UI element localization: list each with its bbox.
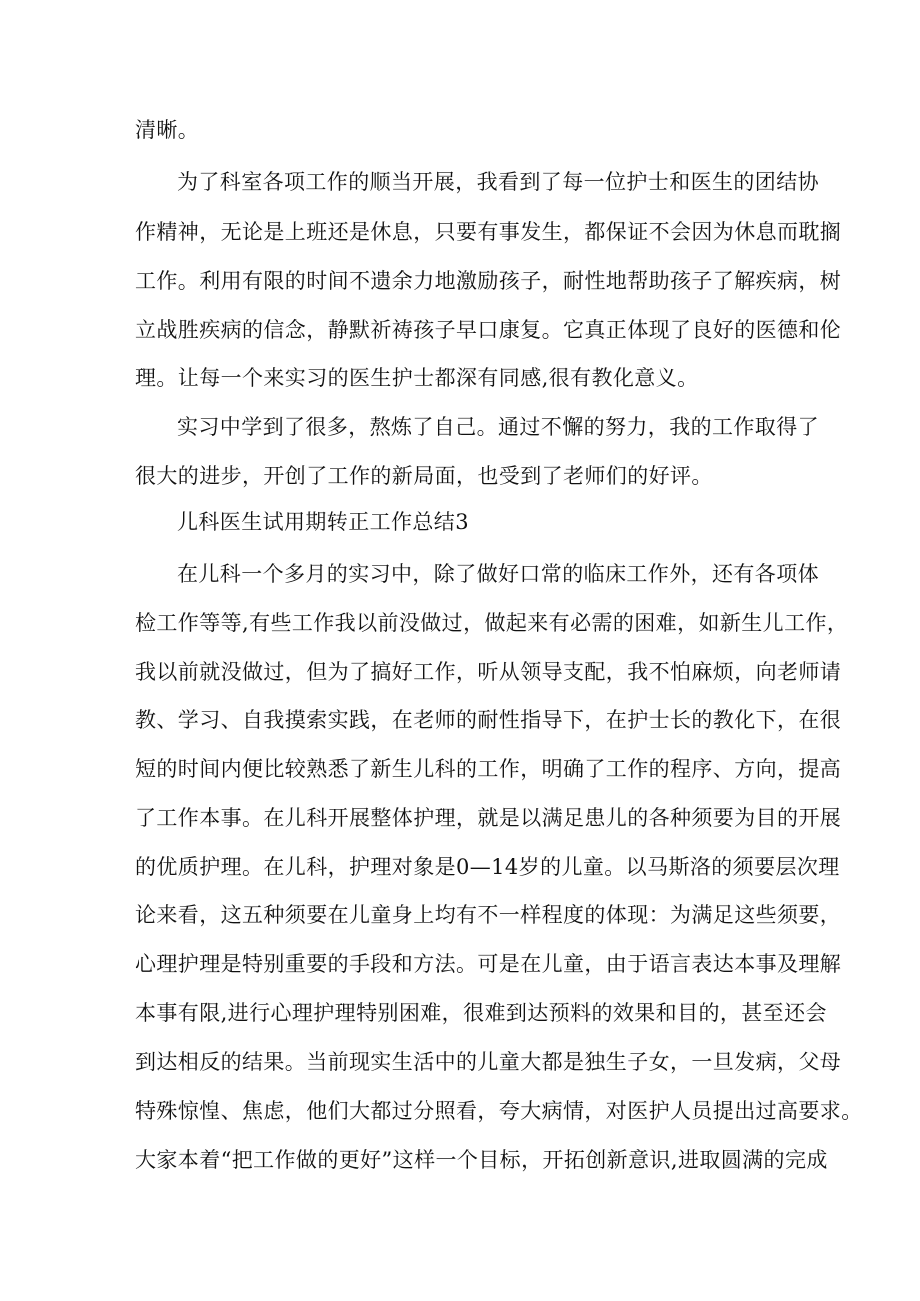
text-line: 到达相反的结果。当前现实生活中的儿童大都是独生子女，一旦发病，父母: [135, 1050, 842, 1074]
text-line: 立战胜疾病的信念，静默祈祷孩子早口康复。它真正体现了良好的医德和伦: [135, 318, 842, 342]
text-line: 很大的进步，开创了工作的新局面，也受到了老师们的好评。: [135, 464, 713, 488]
text-line: 大家本着“把工作做的更好”这样一个目标，开拓创新意识,进取圆满的完成: [135, 1148, 828, 1172]
text-line: 清晰。: [135, 118, 200, 142]
text-line: 为了科室各项工作的顺当开展，我看到了每一位护士和医生的团结协: [177, 170, 819, 194]
text-line: 本事有限,进行心理护理特别困难，很难到达预料的效果和目的，甚至还会: [135, 1001, 827, 1025]
text-line: 了工作本事。在儿科开展整体护理，就是以满足患儿的各种须要为目的开展: [135, 806, 842, 830]
text-line: 检工作等等,有些工作我以前没做过，做起来有必需的困难，如新生儿工作，: [135, 611, 849, 635]
text-line: 教、学习、自我摸索实践，在老师的耐性指导下，在护士长的教化下，在很: [135, 708, 842, 732]
text-line: 短的时间内便比较熟悉了新生儿科的工作，明确了工作的程序、方向，提高: [135, 757, 842, 781]
text-line: 心理护理是特别重要的手段和方法。可是在儿童，由于语言表达本事及理解: [135, 952, 842, 976]
text-line: 理。让每一个来实习的医生护士都深有同感,很有教化意义。: [135, 366, 699, 390]
section-heading: 儿科医生试用期转正工作总结3: [177, 510, 469, 534]
text-line: 的优质护理。在儿科，护理对象是0—14岁的儿童。以马斯洛的须要层次理: [135, 855, 840, 879]
text-line: 实习中学到了很多，熬炼了自己。通过不懈的努力，我的工作取得了: [177, 415, 819, 439]
text-line: 在儿科一个多月的实习中，除了做好口常的临床工作外，还有各项体: [177, 562, 819, 586]
text-line: 我以前就没做过，但为了搞好工作，听从领导支配，我不怕麻烦，向老师请: [135, 660, 842, 684]
text-line: 工作。利用有限的时间不遗余力地激励孩子，耐性地帮助孩子了解疾病，树: [135, 269, 842, 293]
text-line: 论来看，这五种须要在儿童身上均有不一样程度的体现：为满足这些须要，: [135, 903, 842, 927]
text-line: 作精神，无论是上班还是休息，只要有事发生，都保证不会因为休息而耽搁: [135, 220, 842, 244]
text-line: 特殊惊惶、焦虑，他们大都过分照看，夸大病情，对医护人员提出过高要求。: [135, 1099, 863, 1123]
